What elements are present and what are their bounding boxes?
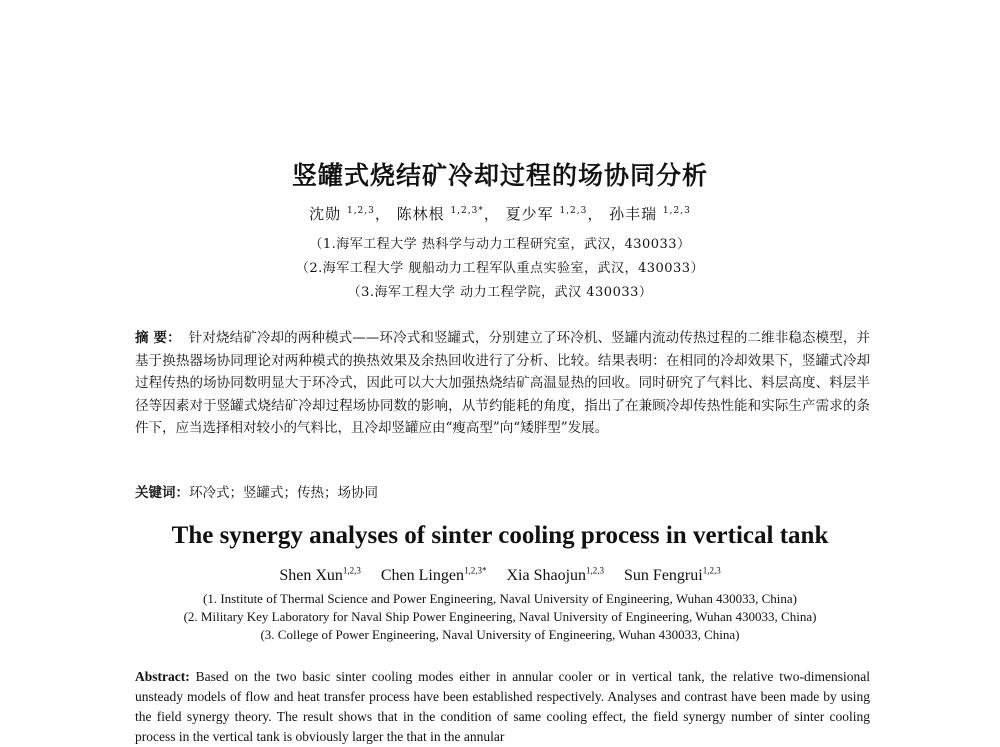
english-abstract-text: Based on the two basic sinter cooling modes either in annular cooler or in vertical tank, the relative two-dimensional unsteady models of flow and heat transfer process have been established respectively. Analyses and contrast have been made by using the field synergy theory. The result shows that in the condition of same cooling effect, the field synergy number of sinter cooling process in the vertical tank is obviously larger the that in the annular: [135, 669, 871, 744]
chinese-author-list: 沈勋 $^{1,2,3}$， 陈林根 $^{1,2,3*}$， 夏少军 $^{1,2,3}$， 孙丰瑞 $^{1,2,3}$: [309, 205, 691, 223]
chinese-keywords: [135, 481, 870, 501]
english-abstract-label: Abstract:: [135, 669, 190, 684]
chinese-abstract-label: 摘 要：: [135, 330, 181, 346]
cn-author: 夏少军 $^{1,2,3}$: [505, 205, 588, 223]
chinese-abstract: [135, 327, 870, 440]
chinese-title: 竖罐式烧结矿冷却过程的场协同分析: [291, 161, 708, 190]
chinese-affiliation: （3.海军工程大学 动力工程学院，武汉 430033）: [347, 285, 653, 300]
en-author: Sun Fengrui$^{1,2,3}$: [624, 566, 721, 585]
en-author: Shen Xun$^{1,2,3}$: [279, 566, 361, 585]
english-affiliation: (1. Institute of Thermal Science and Power Engineering, Naval University of Engineering, Wuhan 430033, China): [203, 591, 797, 606]
english-abstract: [135, 667, 870, 747]
chinese-affiliation: （2.海军工程大学 舰船动力工程军队重点实验室，武汉，430033）: [295, 261, 705, 276]
cn-author: 孙丰瑞 $^{1,2,3}$: [609, 205, 691, 223]
english-affiliation: (3. College of Power Engineering, Naval University of Engineering, Wuhan 430033, China): [260, 627, 740, 642]
chinese-affiliation: （1.海军工程大学 热科学与动力工程研究室，武汉，430033）: [309, 237, 691, 252]
chinese-abstract-text: 针对烧结矿冷却的两种模式——环冷式和竖罐式，分别建立了环冷机、竖罐内流动传热过程的二维非稳态模型，并基于换热器场协同理论对两种模式的换热效果及余热回收进行了分析、比较。结果表明：在相同的冷却效果下，竖罐式冷却过程传热的场协同数明显大于环冷式，因此可以大大加强热烧结矿高温显热的回收。同时研究了气料比、料层高度、料层半径等因素对于竖罐式烧结矿冷却过程场协同数的影响，从节约能耗的角度，指出了在兼顾冷却传热性能和实际生产需求的条件下，应当选择相对较小的气料比，且冷却竖罐应由“瘦高型”向“矮胖型”发展。: [135, 330, 871, 437]
english-author-list: [0, 566, 1000, 585]
english-title: The synergy analyses of sinter cooling process in vertical tank: [171, 522, 829, 549]
english-affiliation: (2. Military Key Laboratory for Naval Ship Power Engineering, Naval University of Engineering, Wuhan 430033, China): [183, 609, 817, 624]
chinese-keywords-label: 关键词：: [135, 485, 189, 501]
cn-author: 沈勋 $^{1,2,3}$: [309, 205, 375, 223]
cn-author: 陈林根 $^{1,2,3*}$: [396, 205, 484, 223]
chinese-keywords-text: 环冷式；竖罐式；传热；场协同: [189, 485, 378, 501]
en-author: Chen Lingen$^{1,2,3*}$: [380, 566, 487, 585]
en-author: Xia Shaojun$^{1,2,3}$: [506, 566, 605, 585]
